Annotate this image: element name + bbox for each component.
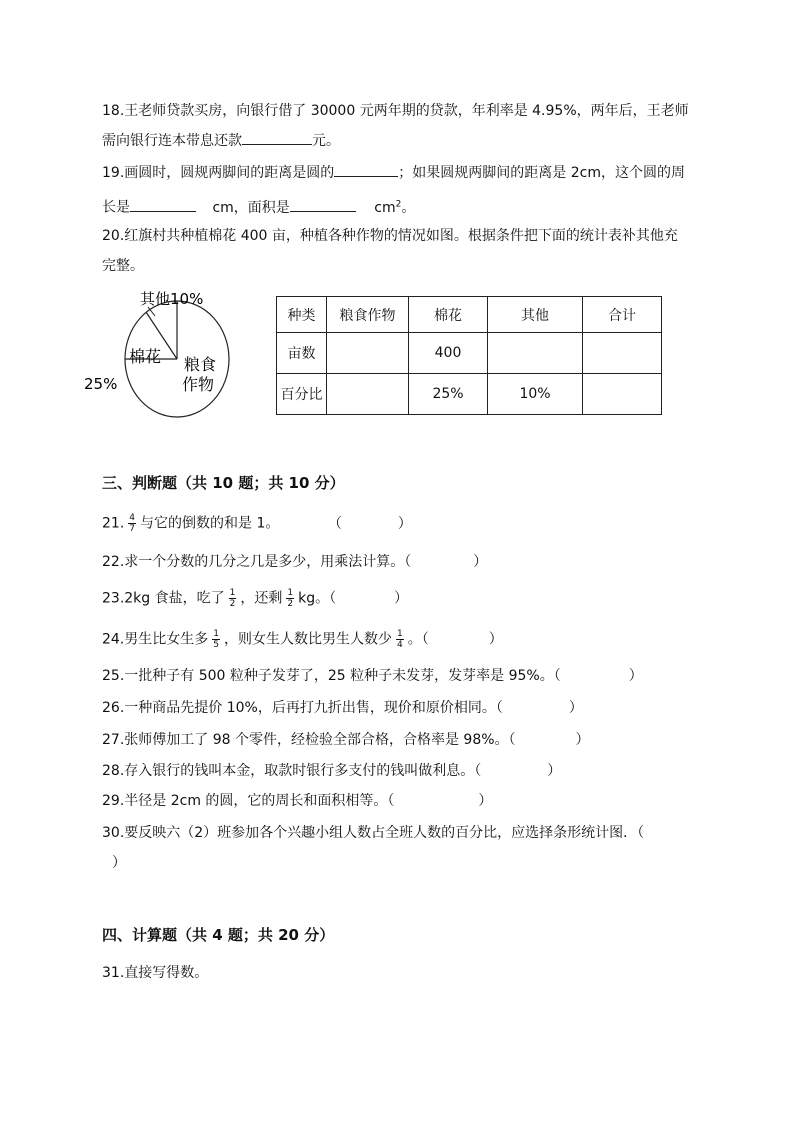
table-header-cell: 粮食作物	[327, 297, 409, 333]
table-cell: 400	[409, 333, 488, 374]
q24: 24.男生比女生多 $\frac{1}{5}$ ，则女生人数比男生人数少 $\frac{1}{4}$ 。（ ）	[102, 629, 503, 650]
q25: 25.一批种子有 500 粒种子发芽了，25 粒种子未发芽，发芽率是 95%。（ ）	[102, 668, 643, 684]
q19-blank-1[interactable]	[334, 162, 398, 177]
q19-unit: $cm^2$。	[374, 199, 416, 216]
pie-label-cotton-pct: 25%	[84, 375, 118, 393]
table-cell[interactable]	[583, 333, 662, 374]
q21-fraction: $\frac{4}{7}$	[129, 513, 135, 534]
q19-blank-2[interactable]	[130, 197, 196, 212]
q19-line2	[102, 194, 415, 218]
table-cell[interactable]	[488, 333, 583, 374]
table-cell[interactable]	[583, 374, 662, 415]
q21-answer-paren[interactable]: （ ）	[327, 515, 412, 532]
q28: 28.存入银行的钱叫本金，取款时银行多支付的钱叫做利息。（ ）	[102, 763, 562, 779]
q23-fraction-1: $\frac{1}{2}$	[229, 588, 236, 609]
pie-label-other: 其他10%	[140, 290, 204, 308]
section-3-title: 三、判断题（共 10 题；共 10 分）	[102, 474, 345, 492]
q19-text-a: 19.画圆时，圆规两脚间的距离是圆的	[102, 165, 335, 181]
table-cell: 25%	[409, 374, 488, 415]
q23-fraction-2: $\frac{1}{2}$	[287, 588, 294, 609]
q18-text-b: 元。	[312, 133, 340, 149]
q30-line1: 30.要反映六（2）班参加各个兴趣小组人数占全班人数的百分比，应选择条形统计图．（	[102, 825, 645, 841]
q19-line1	[102, 162, 685, 183]
section-4-title: 四、计算题（共 4 题；共 20 分）	[102, 926, 335, 944]
crop-statistics-table	[276, 296, 662, 415]
q24-fraction-1: $\frac{1}{5}$	[213, 629, 219, 650]
q30-close-paren[interactable]: ）	[112, 855, 126, 871]
q20-line2: 完整。	[102, 258, 144, 274]
pie-label-grain-2: 作物	[182, 375, 215, 394]
q24-fraction-2: $\frac{1}{4}$	[397, 629, 403, 650]
q19-text-b: ；如果圆规两脚间的距离是 2cm，这个圆的周	[398, 165, 685, 181]
q18-answer-blank[interactable]	[242, 130, 312, 145]
table-cell: 百分比	[277, 374, 327, 415]
table-cell: 10%	[488, 374, 583, 415]
q20-line1: 20.红旗村共种植棉花 400 亩，种植各种作物的情况如图。根据条件把下面的统计表补其他充	[102, 228, 678, 244]
crop-pie-chart	[78, 283, 248, 423]
table-row	[277, 374, 662, 415]
q26: 26.一种商品先提价 10%，后再打九折出售，现价和原价相同。（ ）	[102, 700, 583, 716]
table-header-cell: 其他	[488, 297, 583, 333]
q18-line2	[102, 130, 340, 151]
table-row	[277, 333, 662, 374]
table-header-cell: 合计	[583, 297, 662, 333]
q22: 22.求一个分数的几分之几是多少，用乘法计算。（ ）	[102, 554, 488, 570]
q18-text-a: 需向银行连本带息还款	[102, 133, 242, 149]
table-header-cell: 种类	[277, 297, 327, 333]
table-cell[interactable]	[327, 333, 409, 374]
table-header-cell: 棉花	[409, 297, 488, 333]
q18-line1: 18.王老师贷款买房，向银行借了 30000 元两年期的贷款，年利率是 4.95%，两年后，王老师	[102, 103, 689, 119]
q21: 21. $\frac{4}{7}$ 与它的倒数的和是 1。 （ ）	[102, 513, 412, 534]
table-header-row	[277, 297, 662, 333]
q19-text-c: 长是	[102, 199, 130, 216]
table-cell[interactable]	[327, 374, 409, 415]
q29: 29.半径是 2cm 的圆，它的周长和面积相等。（ ）	[102, 793, 493, 809]
q19-blank-3[interactable]	[290, 197, 356, 212]
q27: 27.张师傅加工了 98 个零件，经检验全部合格，合格率是 98%。（ ）	[102, 732, 590, 748]
q31: 31.直接写得数。	[102, 965, 209, 981]
table-cell: 亩数	[277, 333, 327, 374]
pie-label-cotton: 棉花	[129, 347, 162, 366]
pie-label-grain-1: 粮食	[184, 355, 217, 374]
q19-text-d: cm，面积是	[212, 199, 290, 216]
q23: 23.2kg 食盐，吃了 $\frac{1}{2}$ ，还剩 $\frac{1}{2}$ kg。（ ）	[102, 588, 409, 609]
